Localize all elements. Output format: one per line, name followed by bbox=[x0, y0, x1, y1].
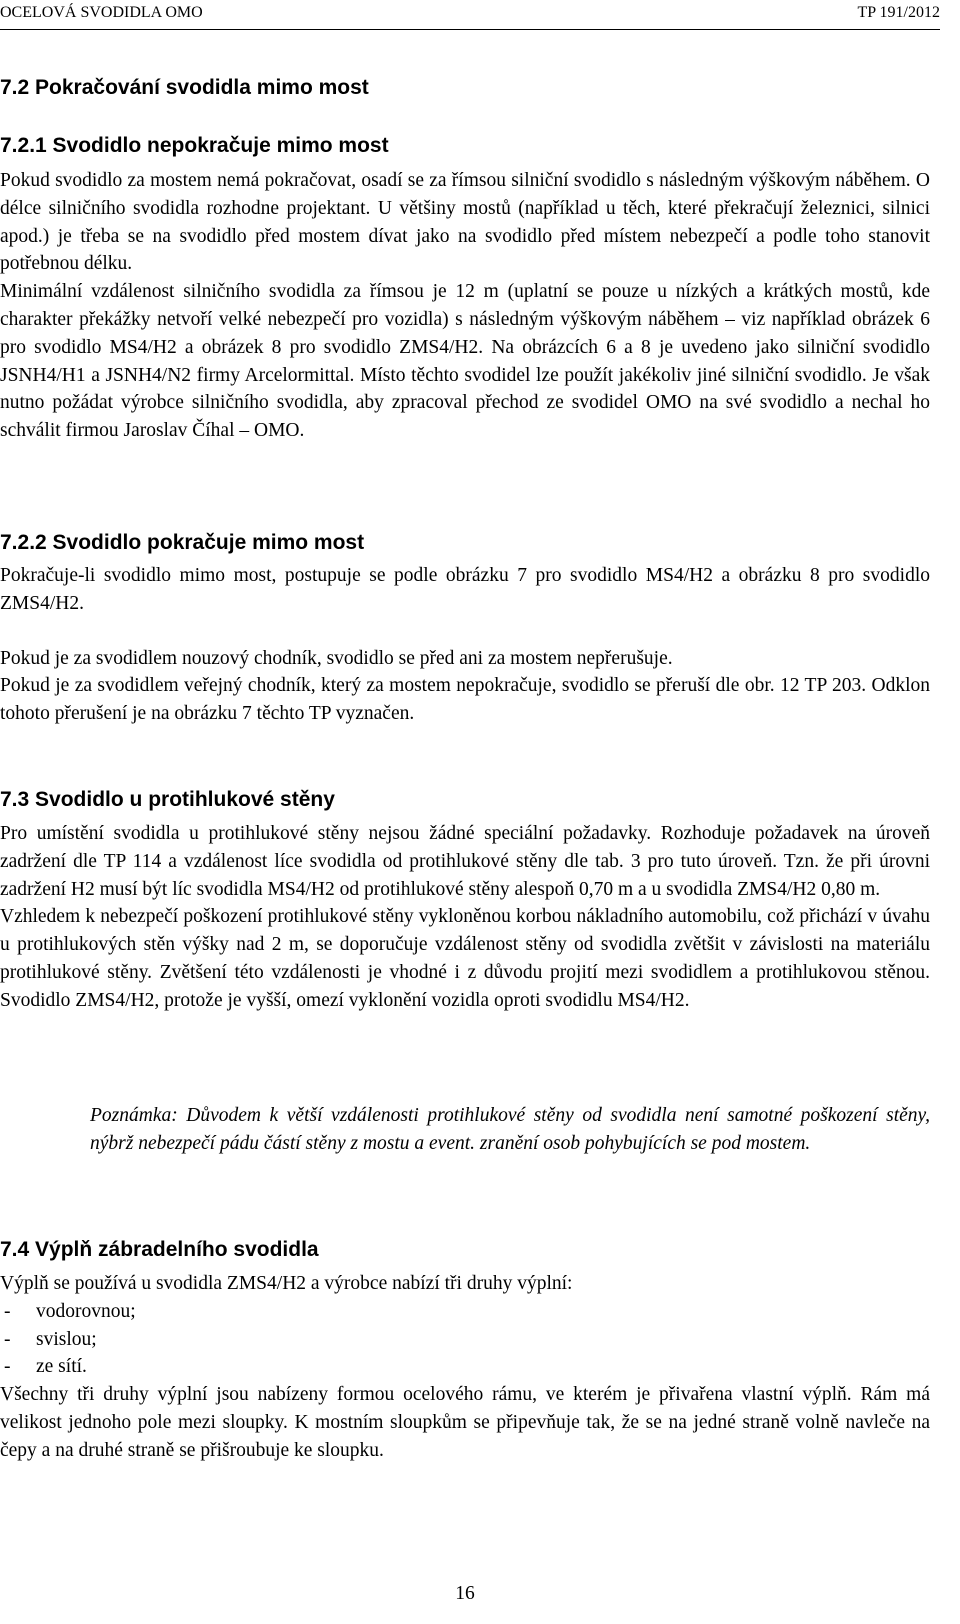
section-7-2-heading: 7.2 Pokračování svodidla mimo most bbox=[0, 76, 369, 99]
list-item-text: vodorovnou; bbox=[36, 1300, 136, 1322]
list-item bbox=[0, 1298, 930, 1326]
list-item-text: ze sítí. bbox=[36, 1356, 87, 1378]
paragraph: Pokud je za svodidlem veřejný chodník, který za mostem nepokračuje, svodidlo se přeruší dle obr. 12 TP 203. Odklon tohoto přerušení je na obrázku 7 těchto TP vyznačen. bbox=[0, 675, 930, 725]
list-dash: - bbox=[4, 1328, 11, 1350]
note-paragraph: Poznámka: Důvodem k větší vzdálenosti protihlukové stěny od svodidla není samotné poškození stěny, nýbrž nebezpečí pádu částí stěny z mostu a event. zranění osob pohybujících se pod mostem. bbox=[90, 1105, 930, 1154]
header-divider bbox=[0, 29, 940, 30]
fill-types-list bbox=[0, 1298, 930, 1381]
list-dash: - bbox=[4, 1300, 11, 1322]
paragraph: Vzhledem k nebezpečí poškození protihlukové stěny vykloněnou korbou nákladního automobilu, což přichází v úvahu u protihlukových stěn výšky nad 2 m, se doporučuje vzdálenost stěny od svodidla zvětšit v závislosti na materiálu protihlukové stěny. Zvětšení této vzdálenosti je vhodné i z důvodu projití mezi svodidlem a protihlukovou stěnou. Svodidlo ZMS4/H2, protože je vyšší, omezí vyklonění vozidla oproti svodidlu MS4/H2. bbox=[0, 906, 930, 1011]
page-number: 16 bbox=[455, 1583, 475, 1604]
paragraph: Minimální vzdálenost silničního svodidla za římsou je 12 m (uplatní se pouze u nízkých a krátkých mostů, kde charakter překážky netvoří velké nebezpečí pro vozidla) s následným výškovým náběhem – viz například obrázek 6 pro svodidlo MS4/H2 a obrázek 8 pro svodidlo ZMS4/H2. Na obrázcích 6 a 8 je uvedeno jako silniční svodidlo JSNH4/H1 a JSNH4/N2 firmy Arcelormittal. Místo těchto svodidel lze použít jakékoliv jiné silniční svodidlo. Je však nutno požádat výrobce silničního svodidla, aby zpracoval přechod ze svodidel OMO na své svodidlo a nechal ho schválit firmou Jaroslav Číhal – OMO. bbox=[0, 281, 930, 442]
list-dash: - bbox=[4, 1356, 11, 1378]
page-header bbox=[0, 4, 940, 26]
paragraph: Pokud je za svodidlem nouzový chodník, svodidlo se před ani za mostem nepřerušuje. bbox=[0, 647, 673, 669]
paragraph: Pokud svodidlo za mostem nemá pokračovat, osadí se za římsou silniční svodidlo s následným výškovým náběhem. O délce silničního svodidla rozhodne projektant. U většiny mostů (například u těch, které překračují železnici, silnici apod.) je třeba se na svodidlo před mostem dívat jako na svodidlo před místem nebezpečí a podle toho stanovit potřebnou délku. bbox=[0, 170, 930, 275]
paragraph: Pokračuje-li svodidlo mimo most, postupuje se podle obrázku 7 pro svodidlo MS4/H2 a obrázku 8 pro svodidlo ZMS4/H2. bbox=[0, 565, 930, 614]
header-doc-number: TP 191/2012 bbox=[857, 4, 940, 21]
section-7-2-2-heading: 7.2.2 Svodidlo pokračuje mimo most bbox=[0, 531, 365, 554]
list-item-text: svislou; bbox=[36, 1328, 97, 1350]
section-7-4-heading: 7.4 Výplň zábradelního svodidla bbox=[0, 1238, 319, 1261]
section-7-4-body bbox=[0, 1270, 930, 1465]
section-7-3-heading: 7.3 Svodidlo u protihlukové stěny bbox=[0, 788, 335, 811]
section-7-2-1-heading: 7.2.1 Svodidlo nepokračuje mimo most bbox=[0, 134, 389, 157]
section-7-2-2-body bbox=[0, 562, 930, 728]
paragraph: Výplň se používá u svodidla ZMS4/H2 a výrobce nabízí tři druhy výplní: bbox=[0, 1273, 573, 1294]
paragraph: Všechny tři druhy výplní jsou nabízeny formou ocelového rámu, ve kterém je přivařena vlastní výplň. Rám má velikost jednoho pole mezi sloupky. K mostním sloupkům se připevňuje tak, že se na jedné straně volně navleče na čepy a na druhé straně se přišroubuje ke sloupku. bbox=[0, 1384, 930, 1461]
header-title: OCELOVÁ SVODIDLA OMO bbox=[0, 4, 203, 21]
section-7-2-1-body bbox=[0, 167, 930, 445]
list-item bbox=[0, 1353, 930, 1381]
list-item bbox=[0, 1326, 930, 1354]
section-7-3-body bbox=[0, 820, 930, 1015]
paragraph: Pro umístění svodidla u protihlukové stěny nejsou žádné speciální požadavky. Rozhoduje požadavek na úroveň zadržení dle TP 114 a vzdálenost líce svodidla od protihlukové stěny dle tab. 3 pro tuto úroveň. Tzn. že při úrovni zadržení H2 musí být líc svodidla MS4/H2 od protihlukové stěny alespoň 0,70 m a u svodidla ZMS4/H2 0,80 m. bbox=[0, 823, 930, 900]
